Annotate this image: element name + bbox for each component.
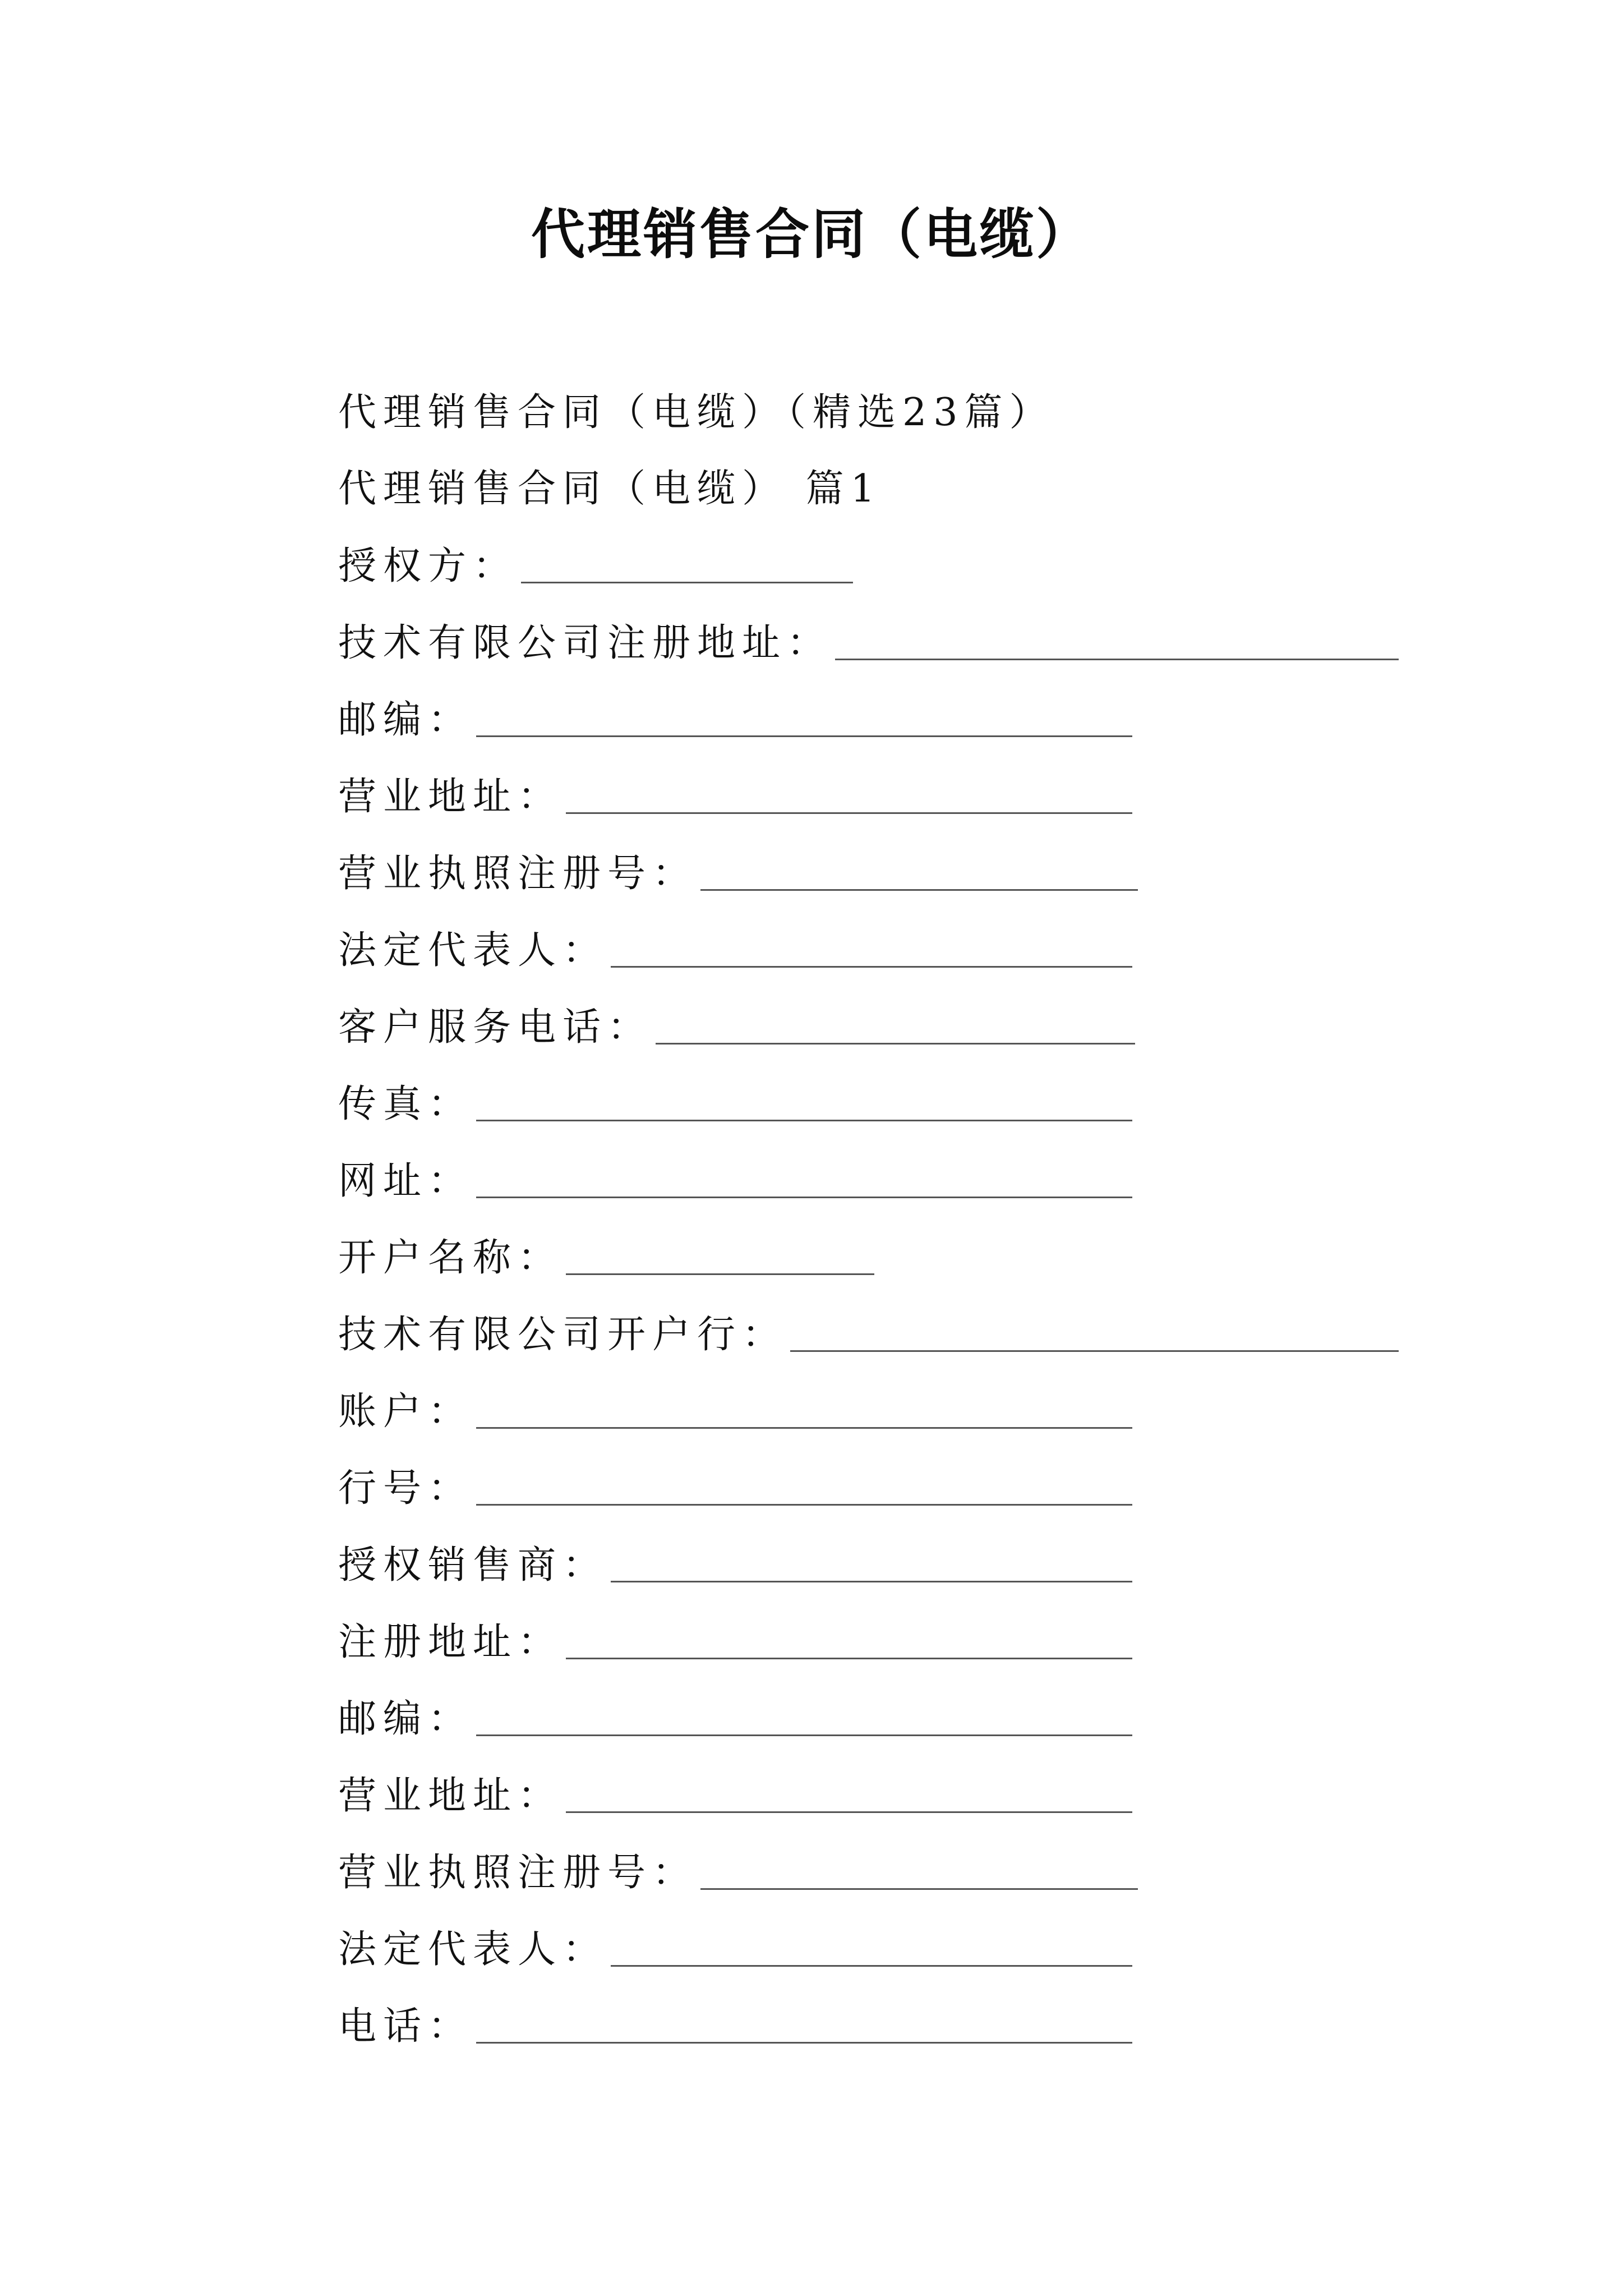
field-label: 邮编： (338, 698, 473, 742)
field-distributor-registered-address (338, 1614, 1132, 1670)
field-blank[interactable] (476, 2003, 1132, 2044)
field-blank[interactable] (566, 1234, 874, 1275)
field-blank[interactable] (835, 619, 1399, 660)
field-license-number (338, 845, 1138, 901)
field-label: 营业地址： (338, 775, 563, 819)
field-authorized-distributor (338, 1537, 1132, 1593)
field-blank[interactable] (476, 1388, 1132, 1429)
field-customer-service-phone (338, 999, 1135, 1055)
field-label: 营业执照注册号： (338, 1851, 698, 1895)
field-label: 技术有限公司开户行： (338, 1313, 787, 1357)
field-blank[interactable] (611, 1926, 1132, 1967)
field-blank[interactable] (521, 542, 853, 583)
field-label: 技术有限公司注册地址： (338, 621, 832, 665)
field-label: 客户服务电话： (338, 1005, 653, 1050)
field-blank[interactable] (700, 1849, 1138, 1890)
field-blank[interactable] (566, 1772, 1132, 1813)
field-blank[interactable] (656, 1004, 1135, 1045)
field-label: 法定代表人： (338, 1927, 608, 1972)
field-business-address (338, 769, 1132, 825)
field-blank[interactable] (476, 1080, 1132, 1121)
field-blank[interactable] (476, 1465, 1132, 1506)
field-blank[interactable] (790, 1311, 1399, 1352)
field-distributor-license-number (338, 1844, 1138, 1901)
field-registered-address (338, 615, 1399, 671)
field-website (338, 1153, 1132, 1209)
subtitle-text: 代理销售合同（电缆）（精选23篇） (338, 390, 1054, 435)
field-distributor-legal-representative (338, 1921, 1132, 1977)
section-heading (338, 461, 882, 517)
field-label: 开户名称： (338, 1236, 563, 1280)
field-blank[interactable] (476, 1695, 1132, 1736)
field-blank[interactable] (566, 1618, 1132, 1659)
field-label: 电话： (338, 2004, 473, 2049)
field-blank[interactable] (566, 773, 1132, 814)
field-label: 注册地址： (338, 1620, 563, 1664)
field-label: 授权方： (338, 544, 518, 588)
field-blank[interactable] (611, 1542, 1132, 1582)
field-label: 账户： (338, 1389, 473, 1434)
field-blank[interactable] (700, 850, 1138, 891)
field-label: 营业地址： (338, 1774, 563, 1818)
document-subtitle (338, 385, 1054, 441)
field-bank-code (338, 1460, 1132, 1516)
field-blank[interactable] (476, 1157, 1132, 1198)
field-distributor-business-address (338, 1768, 1132, 1824)
field-legal-representative (338, 922, 1132, 978)
field-distributor-phone (338, 1998, 1132, 2054)
field-blank[interactable] (476, 696, 1132, 737)
field-label: 邮编： (338, 1697, 473, 1741)
field-label: 营业执照注册号： (338, 852, 698, 896)
field-label: 传真： (338, 1082, 473, 1126)
field-account-name (338, 1230, 874, 1286)
field-postcode (338, 692, 1132, 748)
field-label: 法定代表人： (338, 928, 608, 973)
document-title: 代理销售合同（电缆） (531, 203, 1092, 266)
field-label: 行号： (338, 1466, 473, 1511)
field-label: 网址： (338, 1159, 473, 1203)
field-blank[interactable] (611, 927, 1132, 968)
field-fax (338, 1076, 1132, 1132)
section-heading-text: 代理销售合同（电缆） 篇1 (338, 467, 882, 511)
field-distributor-postcode (338, 1691, 1132, 1747)
field-label: 授权销售商： (338, 1543, 608, 1588)
field-grantor (338, 538, 853, 594)
field-opening-bank (338, 1306, 1399, 1363)
field-account (338, 1383, 1132, 1439)
